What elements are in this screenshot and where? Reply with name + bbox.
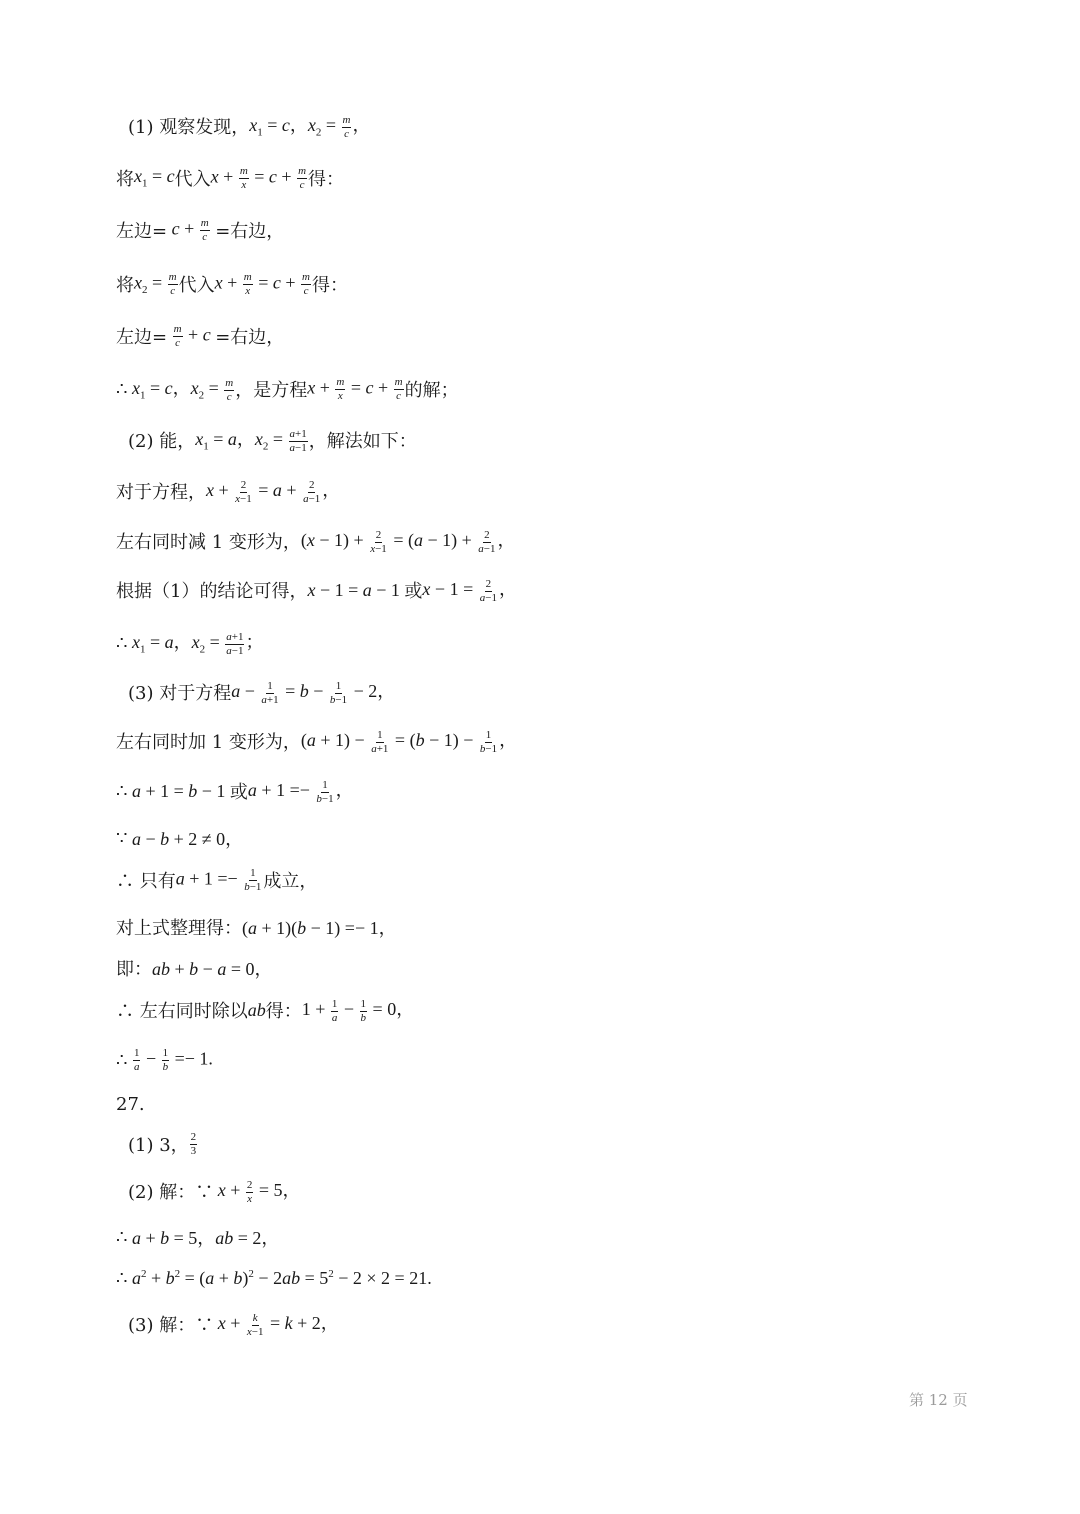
math-expression: a + b = 5，ab = 2， bbox=[131, 1228, 280, 1248]
math-expression: ab bbox=[247, 999, 266, 1020]
line-text: 对上式整理得： bbox=[116, 918, 242, 939]
line-text: 成立， bbox=[263, 871, 318, 892]
line-text: 或 bbox=[404, 581, 423, 602]
solution-line bbox=[128, 670, 395, 714]
line-text: 即： bbox=[116, 959, 152, 980]
line-text: 得： bbox=[311, 275, 348, 296]
line-text: ∴ bbox=[116, 1226, 128, 1248]
solution-line bbox=[116, 621, 263, 665]
line-text: (3) 解：∵ bbox=[128, 1315, 214, 1336]
line-text: 将 bbox=[116, 169, 134, 190]
line-text: ∵ bbox=[116, 827, 128, 849]
math-expression: (a + 1) − $\frac{1}{a+1}$ = (b − 1) − $\frac{1}{b-1}$ ， bbox=[300, 729, 518, 755]
line-text: 得： bbox=[308, 169, 345, 190]
math-expression: $x_1 = a$，$x_2$ = $\frac{a+1}{a-1}$ ； bbox=[131, 631, 264, 657]
math-expression: c + $\frac{m}{c}$ bbox=[171, 216, 209, 243]
line-text: 27. bbox=[116, 1093, 145, 1115]
line-text: ，解法如下： bbox=[308, 431, 417, 452]
math-expression: ab + b − a = 0， bbox=[152, 959, 273, 979]
line-text: 左右同时加 1 变形为， bbox=[116, 732, 301, 753]
line-text: 代入 bbox=[178, 275, 215, 296]
math-expression: x + $\frac{m}{x}$ = c + $\frac{m}{c}$ bbox=[214, 270, 310, 297]
solution-line bbox=[116, 469, 340, 513]
line-text: ∴ bbox=[116, 780, 128, 802]
line-text: ∴ 只有 bbox=[116, 871, 176, 892]
page-number: 第 12 页 bbox=[909, 1391, 968, 1409]
line-text: (1) 观察发现， bbox=[128, 117, 250, 138]
line-text: 对于方程， bbox=[116, 482, 206, 503]
line-text: ∴ bbox=[116, 1049, 128, 1071]
math-expression: $a^2 + b^2 = (a + b)^2 - 2ab = 5^2 - 2 \times 2 = 21$. bbox=[131, 1267, 432, 1288]
solution-line bbox=[116, 367, 459, 411]
math-expression: (a + 1)(b − 1) =− 1， bbox=[242, 918, 397, 938]
solution-line bbox=[116, 769, 354, 813]
math-expression: a − $\frac{1}{a+1}$ = b − $\frac{1}{b-1}$ − 2， bbox=[231, 680, 396, 706]
math-expression: a + 1 =− $\frac{1}{b-1}$ ， bbox=[247, 779, 354, 805]
solution-line bbox=[116, 946, 272, 990]
line-text: 的解； bbox=[404, 380, 459, 401]
math-expression: 1 + $\frac{1}{a}$ − $\frac{1}{b}$ = 0， bbox=[301, 998, 415, 1024]
line-text: 代入 bbox=[174, 169, 211, 190]
solution-line bbox=[116, 988, 414, 1032]
math-expression: $x_2$ = $\frac{m}{c}$ bbox=[134, 270, 177, 297]
math-expression: a + 1 = b − 1 bbox=[131, 780, 230, 801]
line-text: ∴ bbox=[116, 632, 128, 654]
solution-line bbox=[128, 418, 417, 462]
math-expression: x + $\frac{m}{x}$ = c + $\frac{m}{c}$ bbox=[307, 375, 403, 402]
line-text: 将 bbox=[116, 275, 134, 296]
solution-line bbox=[116, 262, 348, 306]
line-text: 左边= bbox=[116, 327, 168, 348]
solution-line bbox=[116, 1215, 279, 1259]
line-text: (1) 3， bbox=[128, 1135, 189, 1156]
math-expression: x − 1 = a − 1 bbox=[307, 579, 405, 600]
line-text: ∴ bbox=[116, 1267, 128, 1289]
line-text: (2) 能， bbox=[128, 431, 196, 452]
line-text: (3) 对于方程 bbox=[128, 683, 232, 704]
math-expression: x + $\frac{m}{x}$ = c + $\frac{m}{c}$ bbox=[210, 164, 307, 191]
line-text: ，是方程 bbox=[235, 380, 308, 401]
line-text: 左右同时减 1 变形为， bbox=[116, 532, 301, 553]
solution-line bbox=[116, 816, 243, 860]
solution-line bbox=[128, 1302, 339, 1346]
solution-line bbox=[116, 719, 517, 763]
solution-line bbox=[128, 1169, 301, 1213]
math-expression: a − b + 2 ≠ 0， bbox=[131, 829, 244, 849]
solution-line bbox=[116, 519, 515, 563]
line-text: 左边= bbox=[116, 221, 168, 242]
math-expression: $x_1 = a$，$x_2$ = $\frac{a+1}{a-1}$ bbox=[195, 428, 307, 454]
line-text: 得： bbox=[265, 1001, 302, 1022]
line-text: =右边， bbox=[215, 327, 285, 348]
math-expression: $x_1 = c$ bbox=[134, 166, 175, 190]
solution-line bbox=[116, 1038, 213, 1082]
math-expression: a + 1 =− $\frac{1}{b-1}$ bbox=[175, 866, 262, 893]
math-expression: $\frac{1}{a}$ − $\frac{1}{b}$ =− 1. bbox=[133, 1046, 213, 1073]
solution-line bbox=[116, 314, 284, 358]
line-text: 根据（1）的结论可得， bbox=[116, 581, 308, 602]
math-expression: $\frac{2}{3}$ bbox=[190, 1130, 197, 1157]
line-text: (2) 解：∵ bbox=[128, 1182, 214, 1203]
solution-line bbox=[116, 208, 284, 252]
line-text: 或 bbox=[229, 782, 248, 803]
solution-line bbox=[116, 905, 397, 949]
math-expression: $\frac{m}{c}$ + c bbox=[173, 322, 211, 349]
solution-line bbox=[128, 1122, 198, 1166]
solution-line bbox=[116, 156, 344, 200]
question-number bbox=[116, 1082, 145, 1126]
line-text: ∴ 左右同时除以 bbox=[116, 1001, 248, 1022]
math-expression: $x_1 = c$，$x_2$ = $\frac{m}{c}$ ， bbox=[249, 114, 371, 140]
solution-line bbox=[128, 104, 370, 148]
math-expression: $x_1 = c$，$x_2$ = $\frac{m}{c}$ bbox=[131, 377, 234, 403]
math-expression: x + $\frac{2}{x-1}$ = a + $\frac{2}{a-1}$ ， bbox=[206, 479, 341, 505]
math-expression: x + $\frac{k}{x-1}$ = k + 2， bbox=[217, 1312, 339, 1338]
solution-line bbox=[116, 1256, 432, 1300]
solution-line bbox=[116, 568, 517, 612]
line-text: ∴ bbox=[116, 378, 128, 400]
solution-line bbox=[116, 858, 317, 902]
math-expression: (x − 1) + $\frac{2}{x-1}$ = (a − 1) + $\frac{2}{a-1}$ ， bbox=[300, 529, 516, 555]
line-text: =右边， bbox=[215, 221, 285, 242]
math-expression: x − 1 = $\frac{2}{a-1}$ ， bbox=[422, 578, 517, 604]
math-expression: x + $\frac{2}{x}$ = 5， bbox=[217, 1179, 301, 1205]
